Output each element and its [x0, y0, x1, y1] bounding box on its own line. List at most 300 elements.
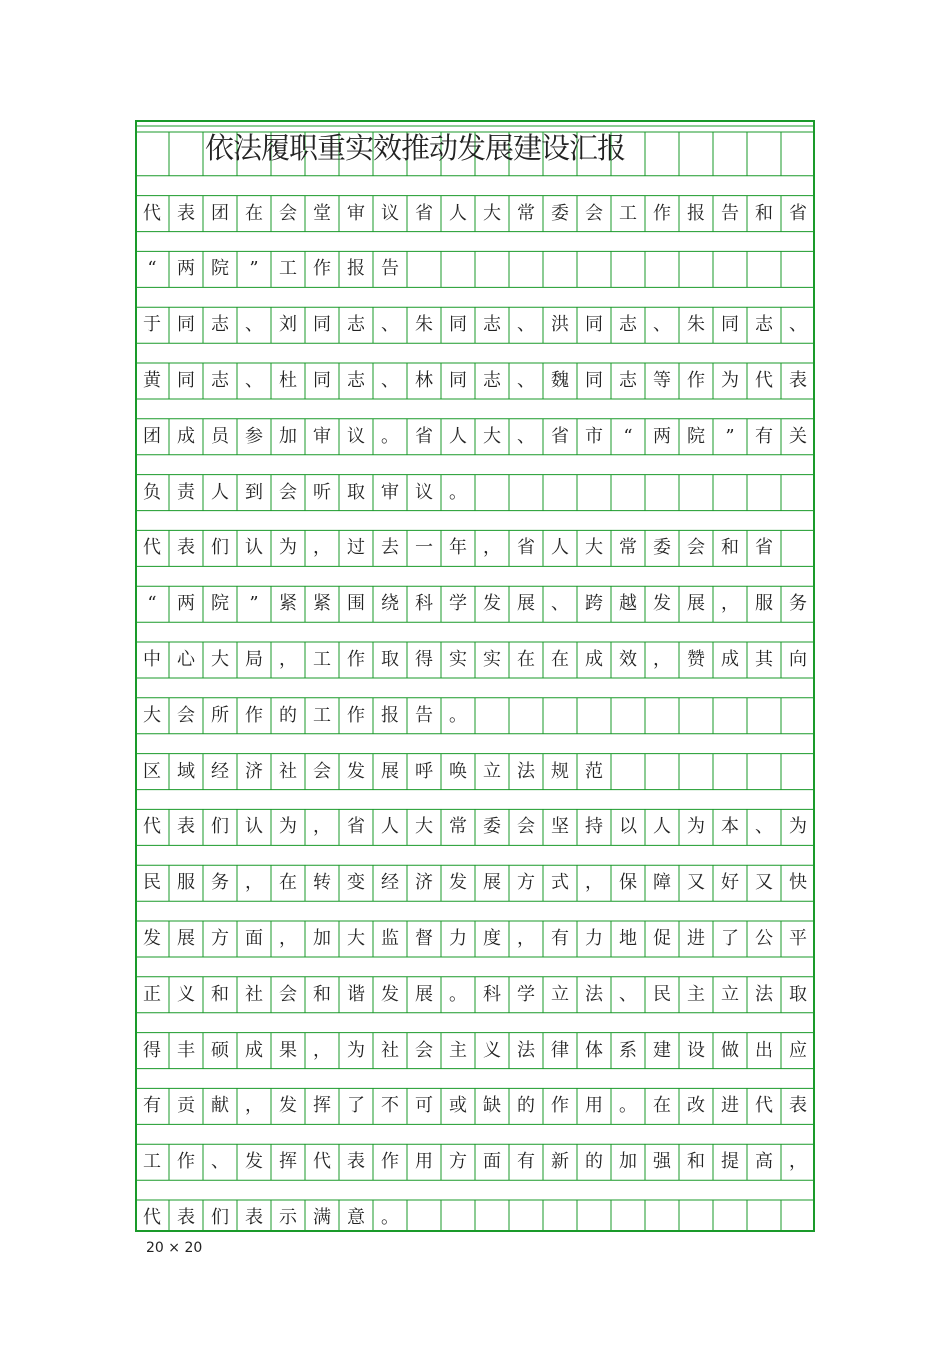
grid-character: 快: [789, 872, 807, 894]
grid-character: 展: [687, 593, 705, 615]
grid-character: 丰: [177, 1039, 195, 1061]
grid-character: 常: [619, 537, 637, 559]
grid-character: 加: [313, 928, 331, 949]
grid-character: 面: [245, 928, 263, 949]
grid-character: 范: [585, 760, 603, 782]
grid-character: 坚: [551, 816, 569, 838]
grid-character: 有: [517, 1151, 535, 1173]
grid-character: 省: [755, 537, 773, 559]
grid-character: 省: [551, 425, 569, 447]
grid-character: 以: [619, 816, 637, 838]
grid-character: 会: [279, 202, 297, 224]
grid-character: ，: [245, 872, 263, 894]
grid-character: 会: [279, 983, 297, 1005]
grid-character: 强: [653, 1151, 671, 1173]
grid-character: “: [623, 425, 633, 447]
grid-character: 大: [483, 425, 501, 447]
grid-character: 力: [449, 928, 467, 949]
grid-character: 发: [347, 760, 365, 782]
grid-character: 立: [551, 983, 569, 1005]
grid-character: 志: [619, 370, 637, 391]
grid-character: 在: [551, 649, 569, 670]
grid-character: 、: [653, 314, 671, 336]
grid-character: 林: [415, 370, 433, 391]
grid-character: 用: [415, 1151, 433, 1173]
grid-character: “: [147, 258, 157, 280]
grid-character: 设: [687, 1039, 705, 1061]
grid-character: 团: [211, 202, 229, 224]
grid-character: 呼: [415, 760, 433, 782]
grid-character: 、: [381, 370, 399, 391]
grid-character: 同: [177, 314, 195, 336]
grid-character: 人: [381, 816, 399, 838]
grid-character: 在: [279, 872, 297, 894]
grid-character: ，: [653, 649, 671, 670]
grid-character: 为: [687, 816, 705, 838]
grid-character: 主: [449, 1039, 467, 1061]
grid-character: 认: [245, 537, 263, 559]
grid-character: 跨: [585, 593, 603, 615]
grid-character: 心: [177, 649, 195, 670]
grid-character: 为: [789, 816, 807, 838]
grid-character: 志: [619, 314, 637, 336]
grid-character: 同: [177, 370, 195, 391]
grid-character: ”: [249, 593, 259, 615]
grid-character: 和: [755, 202, 773, 224]
grid-character: 两: [177, 593, 195, 615]
grid-character: 年: [449, 537, 467, 559]
grid-character: 科: [415, 593, 433, 615]
grid-character: 大: [483, 202, 501, 224]
grid-character: 又: [687, 872, 705, 894]
grid-character: 越: [619, 593, 637, 615]
grid-character: 。: [381, 1207, 399, 1228]
grid-character: 建: [653, 1039, 671, 1061]
grid-character: 为: [279, 537, 297, 559]
grid-character: 同: [449, 314, 467, 336]
grid-character: 进: [721, 1095, 739, 1117]
grid-character: 同: [585, 314, 603, 336]
grid-character: 展: [177, 928, 195, 949]
grid-character: 表: [245, 1207, 263, 1228]
grid-character: 堂: [313, 202, 331, 224]
grid-character: 方: [449, 1151, 467, 1173]
grid-character: ，: [585, 872, 603, 894]
grid-character: 务: [789, 593, 807, 615]
grid-character: 紧: [313, 593, 331, 615]
grid-character: 中: [143, 649, 161, 670]
grid-character: 社: [245, 983, 263, 1005]
grid-character: 济: [415, 872, 433, 894]
grid-character: 同: [313, 314, 331, 336]
grid-character: 大: [143, 704, 161, 726]
grid-character: 、: [381, 314, 399, 336]
grid-character: 、: [551, 593, 569, 615]
grid-character: 展: [415, 983, 433, 1005]
grid-character: 省: [517, 537, 535, 559]
grid-character: 志: [483, 314, 501, 336]
grid-character: 、: [755, 816, 773, 838]
grid-character: 人: [449, 202, 467, 224]
grid-character: ，: [517, 928, 535, 949]
grid-character: 作: [313, 258, 331, 280]
grid-character: 大: [585, 537, 603, 559]
grid-character: 作: [347, 704, 365, 726]
grid-character: 主: [687, 983, 705, 1005]
grid-character: 省: [415, 202, 433, 224]
grid-character: 和: [721, 537, 739, 559]
grid-character: 本: [721, 816, 739, 838]
grid-character: 赞: [687, 649, 705, 670]
grid-character: 去: [381, 537, 399, 559]
grid-character: 人: [653, 816, 671, 838]
grid-character: 保: [619, 872, 637, 894]
grid-character: 所: [211, 704, 229, 726]
grid-character: 民: [143, 872, 161, 894]
grid-character: 委: [551, 202, 569, 224]
grid-character: 硕: [211, 1039, 229, 1061]
grid-character: 社: [279, 760, 297, 782]
grid-character: 方: [517, 872, 535, 894]
grid-character: 公: [755, 928, 773, 949]
grid-character: 志: [483, 370, 501, 391]
grid-character: 服: [177, 872, 195, 894]
grid-character: 会: [517, 816, 535, 838]
grid-character: 区: [143, 760, 161, 782]
grid-character: 和: [211, 983, 229, 1005]
grid-character: 会: [279, 481, 297, 503]
grid-character: 挥: [279, 1151, 297, 1173]
grid-character: 展: [483, 872, 501, 894]
grid-character: 团: [143, 425, 161, 447]
grid-character: 会: [687, 537, 705, 559]
grid-character: 同: [585, 370, 603, 391]
grid-character: 工: [313, 649, 331, 670]
grid-character: 魏: [551, 370, 569, 391]
grid-character: 作: [687, 370, 705, 391]
grid-character: 成: [177, 425, 195, 447]
grid-character: 有: [551, 928, 569, 949]
grid-character: 贡: [177, 1095, 195, 1117]
grid-character: 工: [143, 1151, 161, 1173]
grid-character: 做: [721, 1039, 739, 1061]
grid-character: 告: [415, 704, 433, 726]
grid-character: 义: [483, 1039, 501, 1061]
grid-character: 律: [551, 1039, 569, 1061]
grid-character: 院: [687, 425, 705, 447]
grid-character: 得: [143, 1039, 161, 1061]
grid-character: 和: [687, 1151, 705, 1173]
grid-character: 实: [449, 649, 467, 670]
grid-character: 成: [585, 649, 603, 670]
grid-character: 。: [449, 481, 467, 503]
grid-character: 工: [279, 258, 297, 280]
grid-character: 表: [177, 816, 195, 838]
grid-character: 平: [789, 928, 807, 949]
grid-character: 展: [517, 593, 535, 615]
grid-character: 发: [381, 983, 399, 1005]
grid-character: 志: [211, 314, 229, 336]
grid-character: 取: [789, 983, 807, 1005]
grid-character: 审: [313, 425, 331, 447]
grid-character: 市: [585, 425, 603, 447]
grid-character: 促: [653, 928, 671, 949]
grid-character: 表: [789, 370, 807, 391]
grid-character: 高: [755, 1151, 773, 1173]
grid-character: 表: [177, 1207, 195, 1228]
grid-character: 发: [245, 1151, 263, 1173]
grid-character: 代: [755, 370, 773, 391]
grid-character: 济: [245, 760, 263, 782]
grid-character: 改: [687, 1095, 705, 1117]
grid-character: 表: [177, 537, 195, 559]
grid-character: 为: [721, 370, 739, 391]
grid-character: 。: [449, 704, 467, 726]
grid-character: 表: [177, 202, 195, 224]
grid-character: 在: [245, 202, 263, 224]
grid-character: 会: [177, 704, 195, 726]
grid-character: 于: [143, 314, 161, 336]
grid-character: 报: [687, 202, 705, 224]
grid-character: 规: [551, 760, 569, 782]
grid-character: 有: [755, 425, 773, 447]
grid-character: 同: [721, 314, 739, 336]
grid-character: 义: [177, 983, 195, 1005]
grid-character: 或: [449, 1095, 467, 1117]
grid-character: 参: [245, 425, 263, 447]
grid-character: 两: [177, 258, 195, 280]
grid-character: 经: [381, 872, 399, 894]
grid-character: 挥: [313, 1095, 331, 1117]
grid-character: 和: [313, 983, 331, 1005]
grid-character: 作: [245, 704, 263, 726]
grid-character: 意: [347, 1207, 365, 1228]
grid-character: 作: [653, 202, 671, 224]
grid-character: 刘: [279, 314, 297, 336]
grid-character: 了: [347, 1095, 365, 1117]
grid-character: 成: [245, 1039, 263, 1061]
grid-character: 代: [755, 1095, 773, 1117]
grid-character: ，: [313, 816, 331, 838]
grid-character: 域: [177, 760, 195, 782]
grid-character: 法: [517, 1039, 535, 1061]
grid-character: 代: [143, 202, 161, 224]
grid-character: 加: [279, 425, 297, 447]
grid-character: 可: [415, 1095, 433, 1117]
grid-character: 其: [755, 649, 773, 670]
grid-character: 。: [449, 983, 467, 1005]
grid-character: 向: [789, 649, 807, 670]
grid-character: 实: [483, 649, 501, 670]
grid-character: 作: [177, 1151, 195, 1173]
grid-character: 、: [517, 370, 535, 391]
grid-character: ，: [483, 537, 501, 559]
grid-character: 志: [347, 370, 365, 391]
grid-character: 法: [517, 760, 535, 782]
grid-character: 地: [619, 928, 637, 949]
grid-character: 、: [789, 314, 807, 336]
grid-character: 。: [381, 425, 399, 447]
grid-character: 为: [279, 816, 297, 838]
grid-character: 的: [279, 704, 297, 726]
grid-character: 代: [143, 816, 161, 838]
grid-character: 的: [517, 1095, 535, 1117]
grid-character: 了: [721, 928, 739, 949]
grid-character: 告: [721, 202, 739, 224]
grid-character: 、: [619, 983, 637, 1005]
grid-character: 认: [245, 816, 263, 838]
grid-character: 朱: [415, 314, 433, 336]
grid-character: 大: [347, 928, 365, 949]
grid-character: ”: [725, 425, 735, 447]
grid-character: 不: [381, 1095, 399, 1117]
grid-character: 力: [585, 928, 603, 949]
grid-character: 取: [381, 649, 399, 670]
grid-character: 果: [279, 1039, 297, 1061]
grid-character: 会: [415, 1039, 433, 1061]
grid-character: 经: [211, 760, 229, 782]
grid-character: ，: [313, 537, 331, 559]
grid-character: ，: [789, 1151, 807, 1173]
grid-character: 正: [143, 983, 161, 1005]
grid-character: 度: [483, 928, 501, 949]
grid-character: 用: [585, 1095, 603, 1117]
grid-character: 发: [483, 593, 501, 615]
grid-character: 体: [585, 1039, 603, 1061]
grid-character: 监: [381, 928, 399, 949]
grid-character: 院: [211, 593, 229, 615]
grid-character: 好: [721, 872, 739, 894]
grid-character: 同: [449, 370, 467, 391]
grid-character: 人: [551, 537, 569, 559]
grid-character: 展: [381, 760, 399, 782]
grid-character: 、: [245, 314, 263, 336]
grid-character: 新: [551, 1151, 569, 1173]
grid-character: 障: [653, 872, 671, 894]
grid-character: 民: [653, 983, 671, 1005]
grid-character: 到: [245, 481, 263, 503]
grid-character: 常: [517, 202, 535, 224]
grid-character: ，: [313, 1039, 331, 1061]
grid-character: 发: [143, 928, 161, 949]
grid-character: 等: [653, 370, 671, 391]
grid-character: 发: [279, 1095, 297, 1117]
grid-character: 议: [381, 202, 399, 224]
grid-character: 们: [211, 816, 229, 838]
grid-character: 会: [585, 202, 603, 224]
grid-character: 作: [347, 649, 365, 670]
grid-character: 在: [653, 1095, 671, 1117]
grid-character: 朱: [687, 314, 705, 336]
grid-character: 科: [483, 983, 501, 1005]
grid-character: 出: [755, 1039, 773, 1061]
grid-character: 唤: [449, 760, 467, 782]
grid-character: 人: [211, 481, 229, 503]
grid-character: 献: [211, 1095, 229, 1117]
grid-character: 黄: [143, 370, 161, 391]
grid-character: 工: [313, 704, 331, 726]
grid-character: 学: [517, 983, 535, 1005]
grid-character: 一: [415, 537, 433, 559]
grid-character: 大: [211, 649, 229, 670]
grid-character: 取: [347, 481, 365, 503]
grid-character: 志: [755, 314, 773, 336]
grid-character: 听: [313, 481, 331, 503]
grid-character: 志: [211, 370, 229, 391]
grid-character: 为: [347, 1039, 365, 1061]
grid-character: ，: [245, 1095, 263, 1117]
grid-size-label: 20 × 20: [146, 1240, 203, 1256]
grid-character: 常: [449, 816, 467, 838]
grid-character: 同: [313, 370, 331, 391]
grid-character: 洪: [551, 314, 569, 336]
grid-character: “: [147, 593, 157, 615]
grid-character: 立: [483, 760, 501, 782]
grid-character: 法: [755, 983, 773, 1005]
grid-character: 提: [721, 1151, 739, 1173]
grid-character: 进: [687, 928, 705, 949]
grid-character: 委: [653, 537, 671, 559]
grid-character: 紧: [279, 593, 297, 615]
grid-character: 、: [245, 370, 263, 391]
grid-character: 省: [415, 425, 433, 447]
grid-character: 务: [211, 872, 229, 894]
grid-character: 局: [245, 649, 263, 670]
grid-character: 过: [347, 537, 365, 559]
grid-character: 服: [755, 593, 773, 615]
grid-character: 表: [789, 1095, 807, 1117]
grid-character: 议: [347, 425, 365, 447]
grid-character: 缺: [483, 1095, 501, 1117]
grid-character: 法: [585, 983, 603, 1005]
grid-character: 们: [211, 537, 229, 559]
grid-character: 发: [449, 872, 467, 894]
grid-character: 学: [449, 593, 467, 615]
grid-character: 告: [381, 258, 399, 280]
grid-character: 加: [619, 1151, 637, 1173]
grid-character: 社: [381, 1039, 399, 1061]
grid-character: 关: [789, 425, 807, 447]
grid-character: 代: [313, 1151, 331, 1173]
grid-character: 、: [517, 314, 535, 336]
grid-character: ，: [279, 928, 297, 949]
grid-character: 院: [211, 258, 229, 280]
grid-character: 表: [347, 1151, 365, 1173]
grid-character: 、: [517, 425, 535, 447]
grid-character: 发: [653, 593, 671, 615]
grid-character: 在: [517, 649, 535, 670]
grid-character: ，: [279, 649, 297, 670]
grid-character: 督: [415, 928, 433, 949]
grid-character: 又: [755, 872, 773, 894]
grid-character: 满: [313, 1207, 331, 1228]
grid-character: 大: [415, 816, 433, 838]
grid-character: 式: [551, 872, 569, 894]
grid-character: 报: [347, 258, 365, 280]
grid-character: 审: [347, 202, 365, 224]
grid-character: 两: [653, 425, 671, 447]
grid-character: 面: [483, 1151, 501, 1173]
grid-character: 责: [177, 481, 195, 503]
grid-character: 代: [143, 1207, 161, 1228]
grid-character: 会: [313, 760, 331, 782]
grid-character: 负: [143, 481, 161, 503]
document-title: 依法履职重实效推动发展建设汇报: [205, 131, 626, 165]
grid-character: 人: [449, 425, 467, 447]
grid-character: 作: [381, 1151, 399, 1173]
grid-character: 。: [619, 1095, 637, 1117]
grid-character: 转: [313, 872, 331, 894]
